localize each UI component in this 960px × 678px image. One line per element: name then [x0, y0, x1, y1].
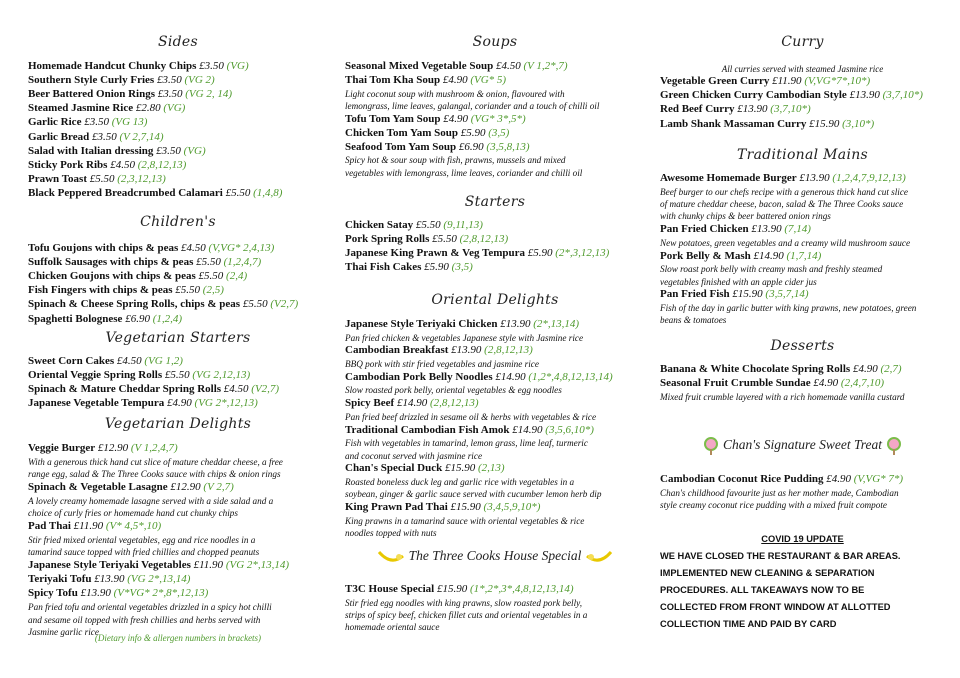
item-allergens: (2,8,12,13) [429, 397, 479, 410]
item-name: Beer Battered Onion Rings [28, 88, 156, 101]
item-description: vegetables with lemongrass, lime leaves, coriander and chilli oil [345, 167, 583, 178]
item-price: £13.90 [799, 172, 830, 184]
menu-item [345, 60, 645, 74]
item-allergens: (2*,13,14) [533, 318, 580, 330]
menu-item [660, 172, 945, 186]
covid-line: WE HAVE CLOSED THE RESTAURANT & BAR AREAS. [660, 551, 901, 561]
item-allergens: (1,2,4,7) [223, 256, 262, 269]
item-name: Awesome Homemade Burger [660, 172, 797, 184]
item-name: Steamed Jasmine Rice [28, 102, 134, 115]
banner-swirl-icon [585, 548, 613, 566]
item-allergens: (2,5) [202, 284, 224, 297]
item-allergens: (1,2*,4,8,12,13,14) [528, 370, 613, 383]
item-allergens: (VG 2*,13,14) [225, 559, 290, 571]
item-price: £5.90 [424, 261, 449, 273]
item-allergens: (VG 2, 14) [185, 88, 233, 101]
menu-item [28, 102, 328, 116]
item-price: £5.50 [196, 256, 221, 269]
item-price: £11.90 [193, 559, 224, 571]
item-price: £13.90 [849, 89, 880, 102]
item-price: £14.90 [396, 397, 428, 410]
item-allergens: (V,VG* 7*) [853, 473, 904, 485]
menu-item [28, 397, 328, 411]
section-title-veg-delights: Vegetarian Delights [104, 416, 252, 432]
item-price: £4.90 [443, 112, 468, 125]
menu-item [345, 371, 645, 385]
item-name: Green Chicken Curry Cambodian Style [660, 89, 847, 102]
item-allergens: (V 2,7,14) [119, 130, 164, 143]
item-description: King prawns in a tamarind sauce with oriental vegetables & rice [345, 515, 585, 526]
menu-item [28, 145, 328, 159]
item-name: Suffolk Sausages with chips & peas [28, 256, 194, 269]
item-price: £5.50 [175, 284, 201, 297]
item-description: With a generous thick hand cut slice of mature cheddar cheese, a free [28, 456, 283, 467]
item-allergens: (V 1,2*,7) [523, 60, 568, 72]
menu-item [660, 89, 945, 103]
item-name: Japanese King Prawn & Veg Tempura [345, 247, 525, 259]
item-allergens: (1,7,14) [786, 249, 822, 262]
item-name: Spaghetti Bolognese [28, 312, 123, 325]
item-description: Chan's childhood favourite just as her mother made, Cambodian [660, 487, 899, 498]
item-name: Garlic Rice [28, 116, 82, 129]
item-allergens: (2,8,12,13) [484, 344, 533, 357]
item-allergens: (2,4) [226, 270, 248, 283]
covid-line: PROCEDURES. ALL TAKEAWAYS NOW TO BE [660, 585, 865, 595]
menu-item [345, 583, 645, 597]
item-price: £4.50 [181, 242, 206, 254]
item-price: £13.90 [751, 223, 782, 236]
menu-item [660, 377, 945, 391]
item-allergens: (1,2,4) [152, 312, 183, 325]
menu-item [345, 219, 645, 233]
item-description: and sesame oil topped with fresh chillies and herbs served with [28, 614, 261, 625]
item-allergens: (2,7) [880, 363, 902, 375]
menu-item [28, 270, 328, 284]
item-description: BBQ pork with stir fried vegetables and jasmine rice [345, 358, 539, 369]
menu-item [28, 587, 328, 601]
section-title-childrens: Children's [140, 214, 216, 230]
item-allergens: (1*,2*,3*,4,8,12,13,14) [469, 583, 574, 595]
item-description: Mixed fruit crumble layered with a rich homemade vanilla custard [660, 391, 905, 402]
section-title-soups: Soups [472, 34, 518, 50]
menu-item [28, 159, 328, 173]
item-allergens: (2,3,12,13) [117, 172, 166, 185]
menu-item [28, 559, 328, 573]
item-description: vegetables finished with an apple cider jus [660, 276, 817, 287]
item-allergens: (VG) [183, 144, 206, 157]
item-price: £15.90 [450, 501, 481, 514]
item-name: Pork Belly & Mash [660, 249, 751, 262]
menu-item [28, 481, 328, 495]
item-description: tamarind sauce topped with fried chillies and chopped peanuts [28, 547, 260, 558]
item-allergens: (V2,7) [251, 383, 280, 396]
item-allergens: (2,8,12,13) [137, 158, 187, 171]
item-allergens: (V,VG* 2,4,13) [208, 242, 275, 254]
item-description: Pan fried chicken & vegetables Japanese style with Jasmine rice [345, 332, 584, 343]
item-price: £2.80 [135, 102, 161, 115]
item-description: Slow roast pork belly with creamy mash and freshly steamed [660, 264, 883, 275]
item-name: Pan Fried Fish [660, 288, 730, 301]
item-price: £4.90 [442, 74, 468, 86]
menu-item [345, 233, 645, 247]
item-name: T3C House Special [345, 583, 435, 595]
item-price: £5.50 [242, 298, 268, 311]
item-name: Spinach & Cheese Spring Rolls, chips & peas [28, 298, 241, 311]
item-allergens: (3,5) [488, 126, 510, 139]
item-price: £12.90 [170, 481, 201, 493]
item-description: and coconut served with jasmine rice [345, 450, 483, 461]
item-description: strips of spicy beef, chicken fillet cuts and oriental vegetables in a [345, 609, 588, 620]
menu-item [345, 424, 645, 438]
item-description: Stir fried egg noodles with king prawns, slow roasted pork belly, [345, 597, 582, 608]
item-allergens: (VG* 3*,5*) [470, 112, 526, 125]
item-name: Prawn Toast [28, 172, 87, 185]
menu-item [345, 127, 645, 141]
item-name: Sticky Pork Ribs [28, 158, 108, 171]
item-allergens: (1,4,8) [253, 186, 283, 199]
item-price: £4.90 [826, 473, 852, 485]
item-price: £4.90 [852, 363, 878, 375]
item-allergens: (3,4,5,9,10*) [483, 501, 541, 514]
section-title-starters: Starters [464, 194, 526, 210]
item-price: £4.90 [167, 397, 192, 410]
signature-title: Chan's Signature Sweet Treat [722, 437, 882, 453]
curry-note: All curries served with steamed Jasmine rice [721, 64, 884, 74]
item-description: range egg, salad & The Three Cooks sauce with chips & onion rings [28, 469, 281, 480]
item-name: King Prawn Pad Thai [345, 501, 448, 514]
item-price: £4.50 [116, 355, 142, 367]
section-title-mains: Traditional Mains [736, 147, 869, 163]
menu-item [660, 288, 945, 302]
item-description: choice of curly fries or homemade hand cut chunky chips [28, 508, 238, 519]
covid-title: COVID 19 UPDATE [761, 534, 844, 544]
item-name: Seafood Tom Yam Soup [345, 140, 457, 153]
item-price: £13.90 [737, 103, 768, 116]
item-name: Homemade Handcut Chunky Chips [28, 60, 197, 72]
item-description: Fish of the day in garlic butter with king prawns, new potatoes, green [660, 302, 917, 313]
item-allergens: (3,5,7,14) [765, 288, 809, 301]
banner-swirl-icon [377, 548, 405, 566]
lollipop-icon [885, 437, 903, 455]
item-price: £13.90 [500, 318, 531, 330]
item-price: £3.50 [199, 60, 224, 72]
menu-item [28, 442, 328, 456]
item-allergens: (VG 2) [184, 74, 215, 87]
menu-item [28, 573, 328, 587]
house-special-banner [345, 548, 645, 566]
item-allergens: (VG) [163, 102, 186, 115]
item-description: Roasted boneless duck leg and garlic rice with vegetables in a [345, 476, 575, 487]
item-name: Pan Fried Chicken [660, 223, 749, 236]
dietary-note: (Dietary info & allergen numbers in brackets) [94, 633, 262, 643]
item-name: Teriyaki Tofu [28, 573, 92, 586]
covid-lines [660, 548, 945, 633]
item-price: £13.90 [451, 344, 482, 357]
menu-item [28, 313, 328, 327]
menu-item [345, 397, 645, 411]
item-allergens: (VG 2,12,13) [192, 369, 251, 382]
item-description: Fish with vegetables in tamarind, lemon grass, lime leaf, turmeric [345, 438, 588, 449]
item-name: Sweet Corn Cakes [28, 355, 115, 367]
menu-item [28, 298, 328, 312]
item-name: Veggie Burger [28, 442, 96, 454]
item-price: £15.90 [732, 288, 763, 301]
item-description: homemade oriental sauce [345, 622, 440, 633]
menu-item [660, 250, 945, 264]
item-price: £5.90 [527, 247, 553, 259]
item-name: Chan's Special Duck [345, 462, 443, 475]
item-price: £13.90 [94, 573, 125, 586]
item-name: Oriental Veggie Spring Rolls [28, 369, 163, 382]
item-name: Spicy Beef [345, 397, 395, 410]
menu-item [28, 256, 328, 270]
item-allergens: (VG) [226, 60, 249, 72]
menu-item [660, 363, 945, 377]
section-title-veg-starters: Vegetarian Starters [105, 330, 251, 346]
menu-item [345, 344, 645, 358]
menu-item [345, 74, 645, 88]
item-allergens: (1,2,4,7,9,12,13) [832, 172, 906, 184]
item-description: Beef burger to our chefs recipe with a generous thick hand cut slice [660, 186, 909, 197]
house-special-title: The Three Cooks House Special [408, 548, 582, 564]
menu-item [28, 88, 328, 102]
item-description: Spicy hot & sour soup with fish, prawns, mussels and mixed [345, 155, 566, 166]
item-name: Chicken Tom Yam Soup [345, 126, 458, 139]
item-name: Lamb Shank Massaman Curry [660, 117, 807, 130]
menu-item [345, 462, 645, 476]
item-price: £5.50 [89, 172, 115, 185]
item-description: beans & tomatoes [660, 315, 727, 326]
item-price: £3.50 [84, 116, 109, 129]
item-name: Black Peppered Breadcrumbed Calamari [28, 186, 223, 199]
item-price: £14.90 [753, 249, 784, 262]
item-name: Tofu Goujons with chips & peas [28, 242, 179, 254]
item-price: £15.90 [809, 117, 840, 130]
menu-item [28, 74, 328, 88]
item-name: Seasonal Fruit Crumble Sundae [660, 377, 811, 389]
covid-notice [660, 531, 945, 633]
item-name: Red Beef Curry [660, 103, 735, 116]
menu-item [28, 60, 328, 74]
item-name: Spicy Tofu [28, 587, 78, 600]
item-allergens: (3,10*) [842, 117, 875, 130]
item-price: £3.50 [156, 144, 181, 157]
menu-item [28, 116, 328, 130]
item-description: Pan fried beef drizzled in sesame oil & herbs with vegetables & rice [345, 411, 597, 422]
item-price: £15.90 [436, 583, 468, 595]
item-allergens: (VG 2*,13,14) [127, 573, 191, 586]
item-name: Thai Tom Kha Soup [345, 74, 441, 86]
item-name: Chicken Goujons with chips & peas [28, 270, 196, 283]
menu-item [28, 242, 328, 256]
item-name: Vegetable Green Curry [660, 75, 770, 87]
item-name: Seasonal Mixed Vegetable Soup [345, 60, 494, 72]
section-title-oriental: Oriental Delights [431, 292, 559, 308]
item-price: £5.90 [460, 126, 486, 139]
item-name: Spinach & Mature Cheddar Spring Rolls [28, 383, 222, 396]
item-price: £6.90 [458, 140, 484, 153]
item-price: £11.90 [772, 75, 802, 87]
item-name: Cambodian Pork Belly Noodles [345, 370, 493, 383]
item-allergens: (2,4,7,10) [840, 377, 884, 389]
signature-banner [660, 437, 945, 455]
item-name: Pork Spring Rolls [345, 233, 430, 245]
item-price: £4.90 [813, 377, 839, 389]
item-price: £11.90 [73, 520, 104, 532]
menu-item [28, 131, 328, 145]
item-allergens: (VG 2*,12,13) [194, 397, 258, 410]
item-description: Pan fried tofu and oriental vegetables drizzled in a spicy hot chilli [28, 602, 272, 613]
item-allergens: (3,5,8,13) [486, 140, 530, 153]
item-name: Cambodian Coconut Rice Pudding [660, 473, 824, 485]
item-price: £5.50 [432, 233, 457, 245]
item-price: £15.90 [444, 462, 476, 475]
section-title-curry: Curry [781, 34, 824, 50]
item-allergens: (V* 4,5*,10) [105, 520, 162, 532]
item-allergens: (9,11,13) [443, 219, 483, 231]
menu-item [345, 318, 645, 332]
item-name: Spinach & Vegetable Lasagne [28, 481, 168, 493]
item-allergens: (V 2,7) [203, 481, 234, 493]
covid-line: COLLECTED FROM FRONT WINDOW AT ALLOTTED [660, 602, 891, 612]
item-name: Traditional Cambodian Fish Amok [345, 423, 510, 436]
item-price: £5.50 [164, 369, 190, 382]
item-price: £13.90 [80, 587, 111, 600]
menu-item [28, 284, 328, 298]
item-allergens: (VG 13) [111, 116, 148, 129]
item-description: Light coconut soup with mushroom & onion, flavoured with [345, 88, 565, 99]
item-description: noodles topped with nuts [345, 528, 437, 539]
item-price: £6.90 [125, 312, 150, 325]
item-price: £4.50 [495, 60, 521, 72]
item-name: Thai Fish Cakes [345, 261, 422, 273]
menu-item [345, 113, 645, 127]
item-allergens: (2*,3,12,13) [555, 247, 610, 259]
item-price: £4.50 [110, 158, 135, 171]
item-allergens: (2,13) [477, 462, 505, 475]
item-name: Garlic Bread [28, 130, 90, 143]
menu-item [345, 141, 645, 155]
item-price: £3.50 [91, 130, 117, 143]
item-name: Fish Fingers with chips & peas [28, 284, 173, 297]
item-description: of mature cheddar cheese, bacon, salad & The Three Cooks sauce [660, 198, 904, 209]
menu-item [28, 520, 328, 534]
item-name: Chicken Satay [345, 219, 414, 231]
menu-item [28, 369, 328, 383]
menu-item [345, 261, 645, 275]
menu-item [345, 501, 645, 515]
item-name: Pad Thai [28, 520, 71, 532]
item-name: Tofu Tom Yam Soup [345, 112, 441, 125]
menu-item [660, 118, 945, 132]
section-title-desserts: Desserts [770, 338, 835, 354]
item-allergens: (VG* 5) [470, 74, 507, 86]
item-price: £12.90 [97, 442, 129, 454]
item-description: A lovely creamy homemade lasagne served with a side salad and a [28, 495, 274, 506]
item-allergens: (3,5) [451, 261, 473, 273]
item-description: Slow roasted pork belly, oriental vegetables & egg noodles [345, 385, 562, 396]
item-name: Japanese Style Teriyaki Chicken [345, 318, 498, 330]
menu-item [660, 473, 945, 487]
item-price: £5.50 [225, 186, 251, 199]
item-allergens: (V 1,2,4,7) [130, 442, 178, 454]
item-name: Cambodian Breakfast [345, 344, 449, 357]
item-price: £3.50 [157, 88, 183, 101]
covid-line: COLLECTION TIME AND PAID BY CARD [660, 619, 837, 629]
item-allergens: (3,7,10*) [770, 103, 811, 116]
menu-item [28, 187, 328, 201]
item-name: Banana & White Chocolate Spring Rolls [660, 363, 851, 375]
item-price: £14.90 [512, 423, 543, 436]
covid-line: IMPLEMENTED NEW CLEANING & SEPARATION [660, 568, 875, 578]
item-price: £14.90 [495, 370, 526, 383]
item-description: soybean, ginger & garlic sauce served with cucumber lemon herb dip [345, 489, 602, 500]
item-price: £4.50 [223, 383, 249, 396]
menu-item [28, 383, 328, 397]
menu-item [28, 173, 328, 187]
item-allergens: (3,5,6,10*) [545, 423, 594, 436]
item-allergens: (3,7,10*) [882, 89, 923, 102]
item-description: New potatoes, green vegetables and a creamy wild mushroom sauce [660, 237, 911, 248]
item-price: £5.50 [415, 219, 441, 231]
item-description: Jasmine garlic rice [28, 626, 99, 637]
lollipop-icon [702, 437, 720, 455]
item-description: Stir fried mixed oriental vegetables, egg and rice noodles in a [28, 534, 256, 545]
menu-item [660, 223, 945, 237]
menu-item [345, 247, 645, 261]
item-description: with chunky chips & beer battered onion rings [660, 211, 831, 222]
item-price: £3.50 [156, 74, 182, 87]
item-name: Salad with Italian dressing [28, 144, 154, 157]
item-allergens: (V*VG* 2*,8*,12,13) [113, 587, 209, 600]
item-allergens: (V,VG*7*,10*) [804, 75, 871, 87]
item-description: style creamy coconut rice pudding with a mixed fruit compote [660, 499, 887, 510]
item-allergens: (2,8,12,13) [459, 233, 509, 245]
item-name: Japanese Style Teriyaki Vegetables [28, 559, 191, 571]
item-allergens: (VG 1,2) [144, 355, 183, 367]
section-title-sides: Sides [158, 34, 198, 50]
menu-item [660, 75, 945, 89]
item-description: lemongrass, lime leaves, galangal, coriander and a touch of chilli oil [345, 100, 600, 111]
item-price: £5.50 [198, 270, 224, 283]
item-allergens: (V2,7) [270, 298, 299, 311]
item-name: Southern Style Curly Fries [28, 74, 155, 87]
menu-item [28, 355, 328, 369]
menu-item [660, 103, 945, 117]
item-name: Japanese Vegetable Tempura [28, 397, 165, 410]
item-allergens: (7,14) [784, 223, 811, 236]
